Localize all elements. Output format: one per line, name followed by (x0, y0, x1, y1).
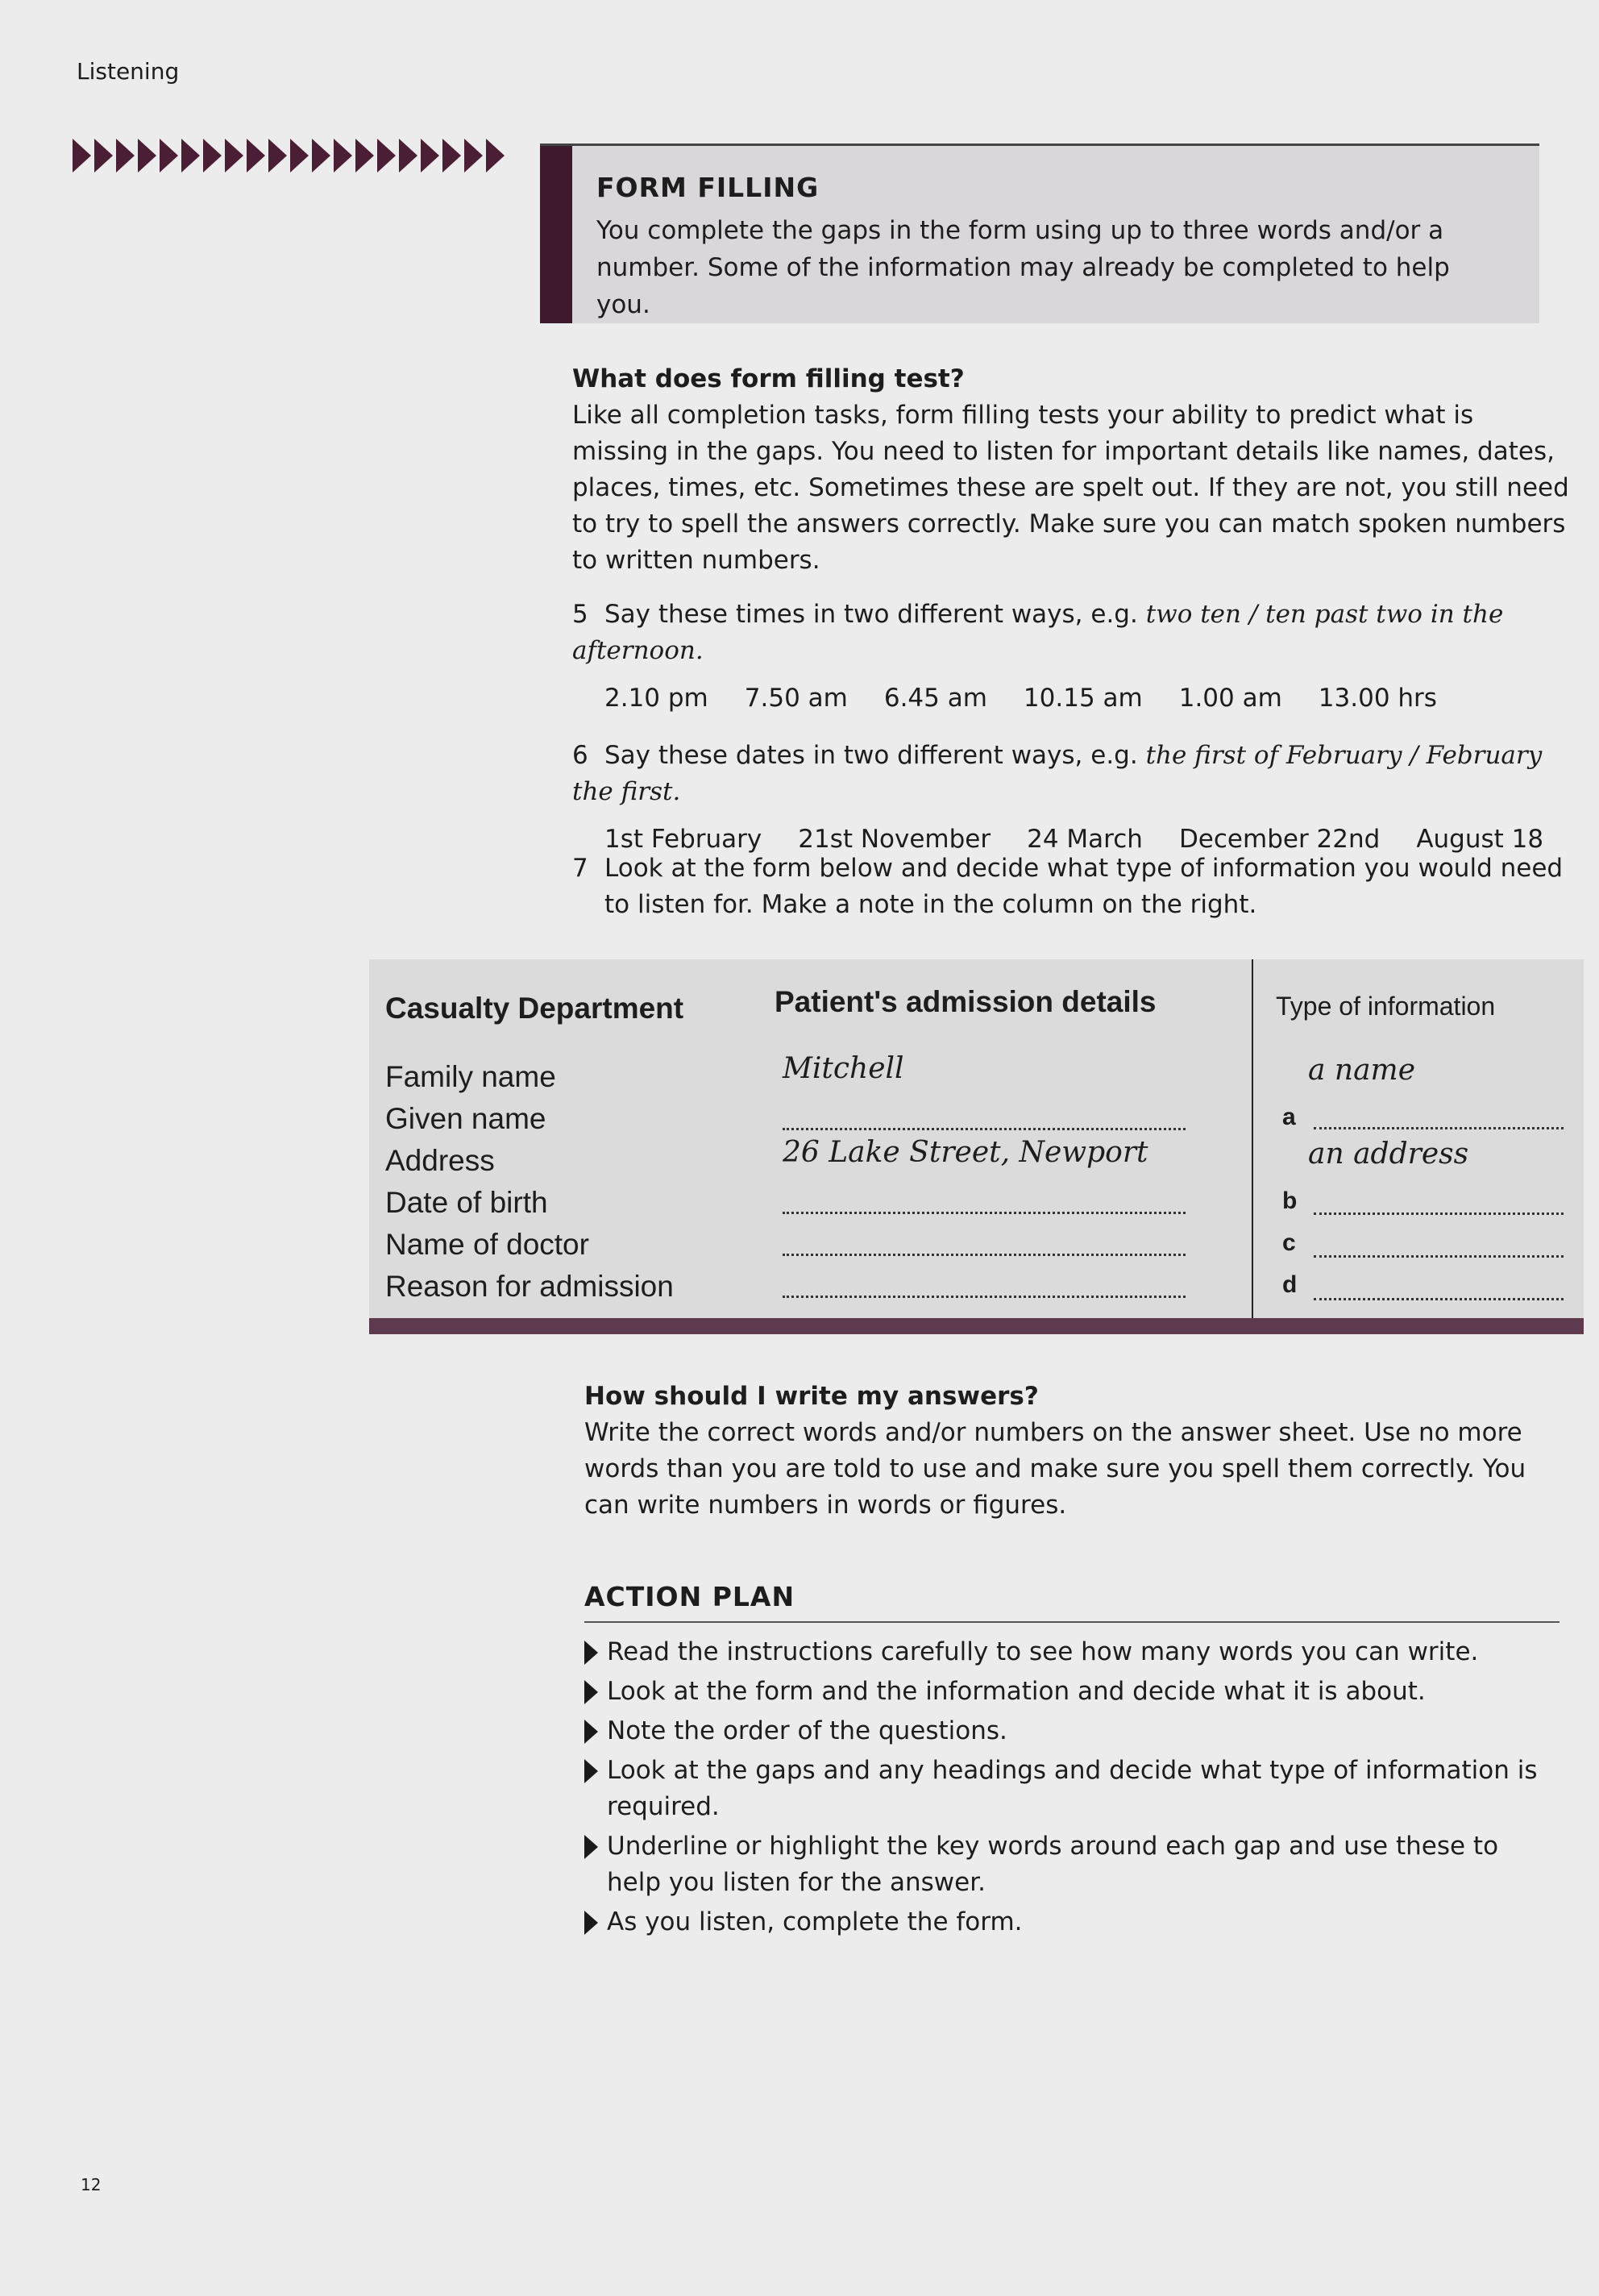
action-step (584, 1674, 1560, 1710)
exercise-example: the first of February / February the first. (572, 741, 1543, 806)
intro-box (540, 144, 1539, 323)
form-field-blank[interactable] (783, 1254, 1186, 1256)
type-example: an address (1308, 1138, 1469, 1171)
gap-letter: b (1282, 1188, 1298, 1214)
action-step-text: Underline or highlight the key words around each gap and use these to help you listen for the answer. (607, 1832, 1499, 1897)
bullet-arrow-icon (584, 1680, 598, 1704)
type-answer-blank[interactable] (1314, 1298, 1564, 1300)
form-field-blank[interactable] (783, 1296, 1186, 1298)
intro-text: You complete the gaps in the form using up to three words and/or a number. Some of the information may already be completed to help you. (596, 216, 1450, 319)
action-step-text: Note the order of the questions. (607, 1716, 1007, 1745)
bullet-arrow-icon (584, 1720, 598, 1744)
arrow-icon (399, 139, 417, 173)
times-list (572, 680, 1580, 717)
type-example: a name (1308, 1054, 1415, 1087)
write-heading: How should I write my answers? (584, 1382, 1039, 1411)
form-heading-department: Casualty Department (385, 992, 684, 1025)
exercise-value: 13.00 hrs (1318, 684, 1437, 713)
action-step (584, 1828, 1560, 1901)
bullet-arrow-icon (584, 1835, 598, 1859)
form-field-blank[interactable] (783, 1212, 1186, 1214)
form-field-label: Family name (385, 1060, 556, 1093)
arrow-icon (355, 139, 374, 173)
gap-letter: a (1282, 1104, 1296, 1130)
type-answer-blank[interactable] (1314, 1212, 1564, 1215)
exercise-number: 5 (572, 600, 588, 629)
form-field-label: Date of birth (385, 1186, 548, 1219)
arrow-icon (312, 139, 330, 173)
arrow-decoration (73, 139, 505, 173)
arrow-icon (290, 139, 309, 173)
action-step (584, 1904, 1560, 1940)
test-body: Like all completion tasks, form filling tests your ability to predict what is missing in the gaps. You need to listen for important details like names, dates, places, times, etc. Sometimes these are spelt out. If they are not, you still need to try to spell the answers correctly. Make sure you can match spoken numbers to written numbers. (572, 401, 1569, 575)
form-field-label: Given name (385, 1102, 546, 1135)
arrow-icon (247, 139, 265, 173)
action-plan (584, 1578, 1560, 1944)
form-field-value: 26 Lake Street, Newport (783, 1136, 1148, 1169)
form-heading-type: Type of information (1276, 992, 1496, 1021)
form-field-label: Address (385, 1144, 495, 1177)
page-number: 12 (81, 2175, 102, 2194)
action-step (584, 1713, 1560, 1749)
exercise-5 (572, 597, 1580, 717)
arrow-icon (268, 139, 287, 173)
accent-bar (540, 146, 572, 323)
test-section (572, 361, 1572, 579)
exercise-value: 24 March (1027, 825, 1143, 854)
arrow-icon (181, 139, 200, 173)
action-step-text: Read the instructions carefully to see how many words you can write. (607, 1637, 1479, 1666)
gap-letter: d (1282, 1271, 1298, 1298)
exercise-text: Say these dates in two different ways, e.g. (604, 741, 1146, 770)
arrow-icon (225, 139, 243, 173)
exercise-example: two ten / ten past two in the afternoon. (572, 600, 1504, 665)
admission-form (369, 959, 1584, 1318)
exercise-6 (572, 738, 1580, 858)
exercise-value: 1.00 am (1178, 684, 1282, 713)
bullet-arrow-icon (584, 1911, 598, 1935)
exercise-text: Look at the form below and decide what type of information you would need to listen for. Make a note in the column on the right. (604, 854, 1564, 919)
intro-title: FORM FILLING (596, 172, 820, 203)
arrow-icon (486, 139, 505, 173)
action-step (584, 1753, 1560, 1825)
arrow-icon (138, 139, 156, 173)
form-field-blank[interactable] (783, 1128, 1186, 1130)
test-heading: What does form filling test? (572, 364, 965, 393)
bullet-arrow-icon (584, 1759, 598, 1783)
exercise-value: December 22nd (1178, 825, 1381, 854)
form-field-label: Name of doctor (385, 1228, 589, 1261)
section-label: Listening (77, 58, 180, 85)
action-step (584, 1634, 1560, 1670)
form-bottom-bar (369, 1318, 1584, 1334)
exercise-value: 10.15 am (1023, 684, 1143, 713)
action-step-text: Look at the form and the information and decide what it is about. (607, 1677, 1426, 1706)
form-field-label: Reason for admission (385, 1270, 674, 1303)
form-heading-details: Patient's admission details (775, 985, 1157, 1018)
exercise-number: 6 (572, 741, 588, 770)
type-answer-blank[interactable] (1314, 1127, 1564, 1129)
arrow-icon (421, 139, 439, 173)
column-divider (1252, 959, 1253, 1318)
arrow-icon (377, 139, 396, 173)
action-step-text: As you listen, complete the form. (607, 1907, 1023, 1936)
arrow-icon (73, 139, 91, 173)
write-body: Write the correct words and/or numbers on the answer sheet. Use no more words than you are told to use and make sure you spell them correctly. You can write numbers in words or figures. (584, 1418, 1526, 1520)
exercise-number: 7 (572, 854, 588, 883)
exercise-text: Say these times in two different ways, e.g. (604, 600, 1146, 629)
arrow-icon (160, 139, 178, 173)
arrow-icon (203, 139, 222, 173)
write-section (584, 1379, 1568, 1524)
gap-letter: c (1282, 1229, 1296, 1256)
bullet-arrow-icon (584, 1641, 598, 1665)
arrow-icon (94, 139, 113, 173)
action-plan-heading: ACTION PLAN (584, 1578, 1560, 1623)
exercise-value: 7.50 am (744, 684, 848, 713)
exercise-value: August 18 (1416, 825, 1544, 854)
arrow-icon (116, 139, 135, 173)
type-answer-blank[interactable] (1314, 1255, 1564, 1258)
arrow-icon (334, 139, 352, 173)
arrow-icon (464, 139, 483, 173)
arrow-icon (442, 139, 461, 173)
exercise-value: 1st February (604, 825, 762, 854)
action-step-text: Look at the gaps and any headings and decide what type of information is required. (607, 1756, 1538, 1821)
exercise-value: 6.45 am (883, 684, 987, 713)
exercise-value: 21st November (798, 825, 991, 854)
exercise-value: 2.10 pm (604, 684, 708, 713)
exercise-7 (572, 851, 1580, 923)
form-field-value: Mitchell (783, 1052, 904, 1085)
